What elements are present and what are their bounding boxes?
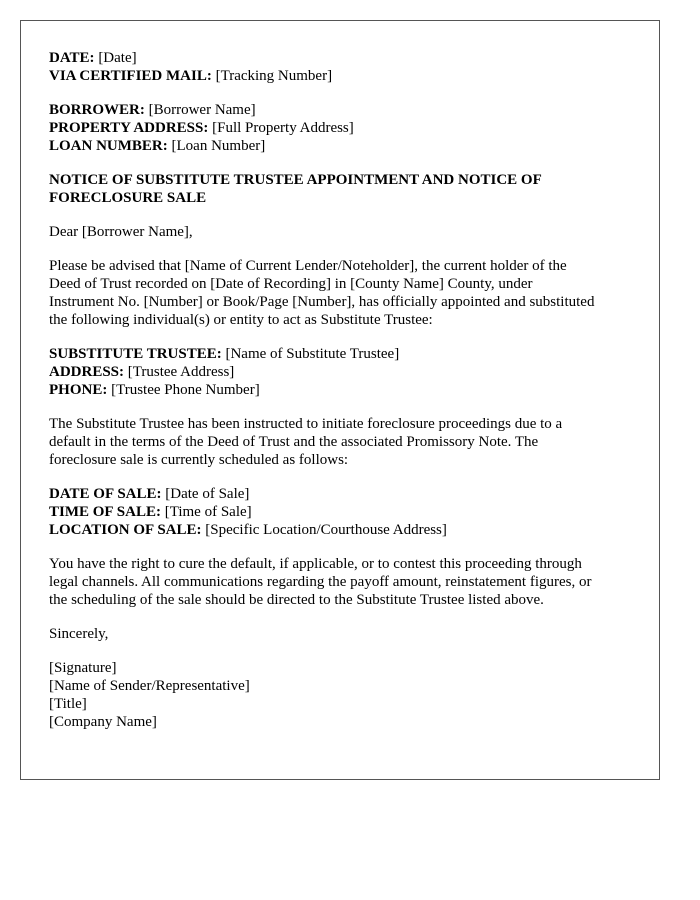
sale-info bbox=[49, 485, 649, 539]
certified-mail-label: VIA CERTIFIED MAIL: bbox=[49, 68, 212, 84]
tracking-number-value: [Tracking Number] bbox=[215, 68, 333, 84]
trustee-name-line bbox=[49, 345, 649, 363]
loan-number-value: [Loan Number] bbox=[171, 138, 266, 154]
trustee-address-value: [Trustee Address] bbox=[127, 364, 235, 380]
salutation: Dear [Borrower Name], bbox=[49, 224, 193, 240]
trustee-address-label: ADDRESS: bbox=[49, 364, 125, 380]
date-value: [Date] bbox=[98, 50, 137, 66]
paragraph-line: You have the right to cure the default, if applicable, or to contest this proceeding through bbox=[49, 556, 582, 572]
mailing-header bbox=[49, 49, 649, 85]
borrower-value: [Borrower Name] bbox=[148, 102, 256, 118]
sender-name: [Name of Sender/Representative] bbox=[49, 678, 250, 694]
company-name: [Company Name] bbox=[49, 714, 157, 730]
sale-location-value: [Specific Location/Courthouse Address] bbox=[205, 522, 447, 538]
borrower-line bbox=[49, 101, 649, 119]
signature-placeholder: [Signature] bbox=[49, 660, 117, 676]
property-address-value: [Full Property Address] bbox=[212, 120, 354, 136]
paragraph-line: default in the terms of the Deed of Trust and the associated Promissory Note. The bbox=[49, 434, 539, 450]
signature-block bbox=[49, 659, 649, 731]
property-address-line bbox=[49, 119, 649, 137]
paragraph-line: Please be advised that [Name of Current Lender/Noteholder], the current holder of the bbox=[49, 258, 567, 274]
paragraph-line: The Substitute Trustee has been instructed to initiate foreclosure proceedings due to a bbox=[49, 416, 563, 432]
trustee-phone-value: [Trustee Phone Number] bbox=[111, 382, 260, 398]
sender-title: [Title] bbox=[49, 696, 87, 712]
property-address-label: PROPERTY ADDRESS: bbox=[49, 120, 209, 136]
sale-date-line bbox=[49, 485, 649, 503]
certified-mail-line bbox=[49, 67, 649, 85]
sale-time-label: TIME OF SALE: bbox=[49, 504, 161, 520]
paragraph-line: legal channels. All communications regarding the payoff amount, reinstatement figures, or bbox=[49, 574, 592, 590]
sale-location-line bbox=[49, 521, 649, 539]
sale-location-label: LOCATION OF SALE: bbox=[49, 522, 202, 538]
notice-title-line: FORECLOSURE SALE bbox=[49, 190, 207, 206]
foreclosure-paragraph bbox=[49, 415, 649, 469]
paragraph-line: Deed of Trust recorded on [Date of Recording] in [County Name] County, under bbox=[49, 276, 533, 292]
paragraph-line: foreclosure sale is currently scheduled as follows: bbox=[49, 452, 349, 468]
sale-time-value: [Time of Sale] bbox=[164, 504, 252, 520]
notice-title bbox=[49, 171, 649, 207]
rights-paragraph bbox=[49, 555, 649, 609]
trustee-address-line bbox=[49, 363, 649, 381]
paragraph-line: Instrument No. [Number] or Book/Page [Number], has officially appointed and substituted bbox=[49, 294, 595, 310]
letter-body bbox=[49, 49, 649, 747]
trustee-info bbox=[49, 345, 649, 399]
trustee-name-value: [Name of Substitute Trustee] bbox=[225, 346, 400, 362]
sale-date-value: [Date of Sale] bbox=[165, 486, 250, 502]
paragraph-line: the scheduling of the sale should be directed to the Substitute Trustee listed above. bbox=[49, 592, 544, 608]
paragraph-line: the following individual(s) or entity to act as Substitute Trustee: bbox=[49, 312, 433, 328]
sale-time-line bbox=[49, 503, 649, 521]
trustee-name-label: SUBSTITUTE TRUSTEE: bbox=[49, 346, 222, 362]
borrower-label: BORROWER: bbox=[49, 102, 145, 118]
borrower-info bbox=[49, 101, 649, 155]
closing: Sincerely, bbox=[49, 626, 109, 642]
loan-number-label: LOAN NUMBER: bbox=[49, 138, 168, 154]
date-line bbox=[49, 49, 649, 67]
notice-title-line: NOTICE OF SUBSTITUTE TRUSTEE APPOINTMENT AND NOTICE OF bbox=[49, 172, 542, 188]
date-label: DATE: bbox=[49, 50, 95, 66]
trustee-phone-label: PHONE: bbox=[49, 382, 108, 398]
appointment-paragraph bbox=[49, 257, 649, 329]
trustee-phone-line bbox=[49, 381, 649, 399]
loan-number-line bbox=[49, 137, 649, 155]
sale-date-label: DATE OF SALE: bbox=[49, 486, 162, 502]
